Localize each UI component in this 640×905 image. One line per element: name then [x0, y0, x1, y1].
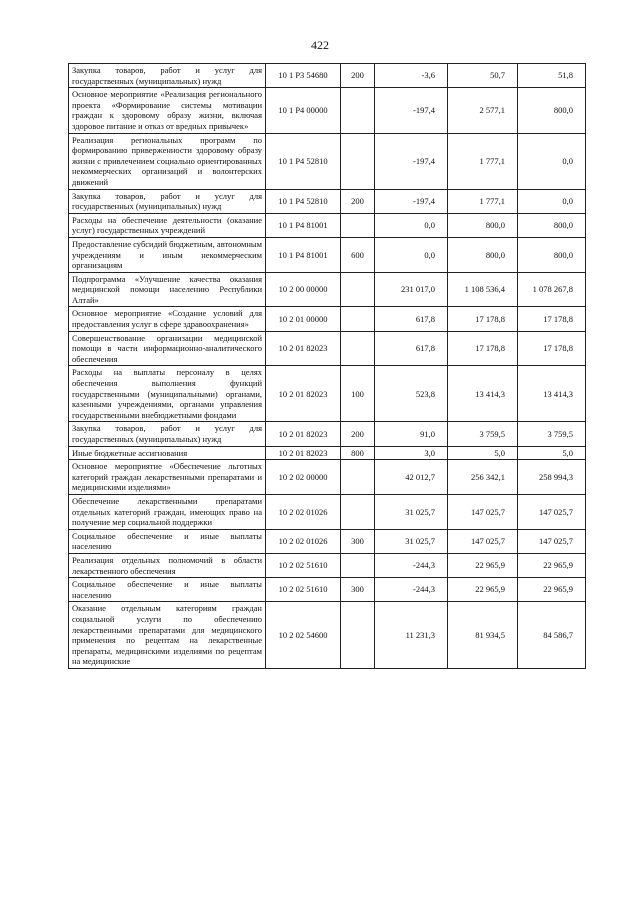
row-expense-type-cell: 100: [341, 366, 375, 422]
row-value-2-cell: 3 759,5: [448, 422, 518, 446]
row-value-1-cell: 523,8: [375, 366, 448, 422]
row-code-cell: 10 2 02 54600: [266, 602, 341, 669]
row-value-3-cell: 800,0: [518, 88, 586, 133]
table-row: [69, 237, 586, 272]
row-expense-type-cell: 800: [341, 446, 375, 460]
row-value-1-cell: 617,8: [375, 307, 448, 331]
row-value-1-cell: -197,4: [375, 88, 448, 133]
budget-table-body: [69, 64, 586, 669]
page-number: 422: [311, 38, 329, 52]
row-value-2-cell: 147 025,7: [448, 529, 518, 553]
row-value-3-cell: 147 025,7: [518, 494, 586, 529]
row-value-1-cell: -244,3: [375, 578, 448, 602]
row-code-cell: 10 2 01 82023: [266, 446, 341, 460]
row-value-3-cell: 258 994,3: [518, 460, 586, 495]
row-expense-type-cell: [341, 88, 375, 133]
row-code-cell: 10 1 P4 52810: [266, 189, 341, 213]
row-value-1-cell: -197,4: [375, 133, 448, 189]
table-row: [69, 578, 586, 602]
row-value-3-cell: 17 178,8: [518, 331, 586, 366]
row-name-cell: Социальное обеспечение и иные выплаты населению: [69, 578, 266, 602]
row-code-cell: 10 2 00 00000: [266, 272, 341, 307]
row-value-2-cell: 22 965,9: [448, 578, 518, 602]
row-value-3-cell: 1 078 267,8: [518, 272, 586, 307]
row-value-3-cell: 84 586,7: [518, 602, 586, 669]
row-value-3-cell: 800,0: [518, 237, 586, 272]
row-code-cell: 10 1 P4 52810: [266, 133, 341, 189]
row-value-1-cell: 3,0: [375, 446, 448, 460]
row-value-2-cell: 17 178,8: [448, 307, 518, 331]
row-value-1-cell: 31 025,7: [375, 529, 448, 553]
row-name-cell: Реализация отдельных полномочий в области лекарственного обеспечения: [69, 553, 266, 577]
row-value-2-cell: 2 577,1: [448, 88, 518, 133]
row-value-2-cell: 1 777,1: [448, 133, 518, 189]
table-row: [69, 189, 586, 213]
row-expense-type-cell: 200: [341, 422, 375, 446]
row-code-cell: 10 2 02 51610: [266, 553, 341, 577]
row-code-cell: 10 1 P4 00000: [266, 88, 341, 133]
row-name-cell: Социальное обеспечение и иные выплаты населению: [69, 529, 266, 553]
row-name-cell: Подпрограмма «Улучшение качества оказания медицинской помощи населению Республики Алтай»: [69, 272, 266, 307]
row-name-cell: Закупка товаров, работ и услуг для государственных (муниципальных) нужд: [69, 64, 266, 88]
row-value-1-cell: 231 017,0: [375, 272, 448, 307]
row-value-2-cell: 81 934,5: [448, 602, 518, 669]
row-value-2-cell: 22 965,9: [448, 553, 518, 577]
row-name-cell: Расходы на выплаты персоналу в целях обеспечения выполнения функций государственными (муниципальными) органами, казенными учреждениями, органами управления государственными внебюджетными фондами: [69, 366, 266, 422]
row-expense-type-cell: [341, 272, 375, 307]
row-value-3-cell: 147 025,7: [518, 529, 586, 553]
row-value-2-cell: 1 777,1: [448, 189, 518, 213]
row-value-2-cell: 147 025,7: [448, 494, 518, 529]
row-expense-type-cell: 300: [341, 578, 375, 602]
row-value-1-cell: 0,0: [375, 237, 448, 272]
table-row: [69, 272, 586, 307]
row-value-1-cell: 42 012,7: [375, 460, 448, 495]
row-expense-type-cell: 300: [341, 529, 375, 553]
row-value-3-cell: 0,0: [518, 189, 586, 213]
row-value-3-cell: 22 965,9: [518, 553, 586, 577]
row-value-2-cell: 800,0: [448, 237, 518, 272]
row-value-2-cell: 800,0: [448, 213, 518, 237]
table-row: [69, 88, 586, 133]
row-name-cell: Расходы на обеспечение деятельности (оказание услуг) государственных учреждений: [69, 213, 266, 237]
row-code-cell: 10 2 01 82023: [266, 331, 341, 366]
row-expense-type-cell: 200: [341, 189, 375, 213]
table-row: [69, 307, 586, 331]
row-value-3-cell: 5,0: [518, 446, 586, 460]
row-value-2-cell: 13 414,3: [448, 366, 518, 422]
row-expense-type-cell: [341, 460, 375, 495]
table-row: [69, 494, 586, 529]
row-code-cell: 10 2 02 00000: [266, 460, 341, 495]
row-code-cell: 10 2 01 82023: [266, 422, 341, 446]
table-row: [69, 64, 586, 88]
row-expense-type-cell: [341, 133, 375, 189]
row-name-cell: Основное мероприятие «Реализация регионального проекта «Формирование системы мотивации граждан к здоровому образу жизни, включая здоровое питание и отказ от вредных привычек»: [69, 88, 266, 133]
row-expense-type-cell: [341, 602, 375, 669]
row-value-3-cell: 17 178,8: [518, 307, 586, 331]
row-value-3-cell: 13 414,3: [518, 366, 586, 422]
table-row: [69, 460, 586, 495]
row-name-cell: Обеспечение лекарственными препаратами отдельных категорий граждан, имеющих право на получение мер социальной поддержки: [69, 494, 266, 529]
row-value-1-cell: 31 025,7: [375, 494, 448, 529]
table-row: [69, 446, 586, 460]
row-name-cell: Оказание отдельным категориям граждан социальной услуги по обеспечению лекарственными препаратами для медицинского применения по рецептам на лекарственные препараты, медицинскими изделиями по рецептам на медицинские: [69, 602, 266, 669]
row-expense-type-cell: [341, 307, 375, 331]
row-expense-type-cell: [341, 331, 375, 366]
row-value-2-cell: 256 342,1: [448, 460, 518, 495]
budget-table: [68, 63, 586, 669]
row-value-2-cell: 50,7: [448, 64, 518, 88]
row-value-2-cell: 5,0: [448, 446, 518, 460]
row-name-cell: Основное мероприятие «Обеспечение льготных категорий граждан лекарственными препаратами и медицинскими изделиями»: [69, 460, 266, 495]
row-name-cell: Закупка товаров, работ и услуг для государственных (муниципальных) нужд: [69, 422, 266, 446]
row-name-cell: Закупка товаров, работ и услуг для государственных (муниципальных) нужд: [69, 189, 266, 213]
row-name-cell: Основное мероприятие «Создание условий для предоставления услуг в сфере здравоохранения»: [69, 307, 266, 331]
row-value-1-cell: -3,6: [375, 64, 448, 88]
row-value-1-cell: 0,0: [375, 213, 448, 237]
row-name-cell: Иные бюджетные ассигнования: [69, 446, 266, 460]
table-row: [69, 553, 586, 577]
row-value-1-cell: 11 231,3: [375, 602, 448, 669]
row-value-2-cell: 17 178,8: [448, 331, 518, 366]
row-value-1-cell: 91,0: [375, 422, 448, 446]
row-value-3-cell: 3 759,5: [518, 422, 586, 446]
row-value-1-cell: -244,3: [375, 553, 448, 577]
row-value-1-cell: 617,8: [375, 331, 448, 366]
row-code-cell: 10 2 02 01026: [266, 494, 341, 529]
row-value-1-cell: -197,4: [375, 189, 448, 213]
row-value-3-cell: 22 965,9: [518, 578, 586, 602]
row-name-cell: Предоставление субсидий бюджетным, автономным учреждениям и иным некоммерческим организациям: [69, 237, 266, 272]
row-code-cell: 10 2 01 82023: [266, 366, 341, 422]
row-code-cell: 10 1 P4 81001: [266, 213, 341, 237]
row-name-cell: Совершенствование организации медицинской помощи в части информационно-аналитического обеспечения: [69, 331, 266, 366]
row-expense-type-cell: [341, 213, 375, 237]
table-row: [69, 133, 586, 189]
row-code-cell: 10 2 02 51610: [266, 578, 341, 602]
row-code-cell: 10 1 P4 81001: [266, 237, 341, 272]
row-expense-type-cell: 200: [341, 64, 375, 88]
row-value-3-cell: 800,0: [518, 213, 586, 237]
row-code-cell: 10 1 P3 54680: [266, 64, 341, 88]
table-row: [69, 213, 586, 237]
row-expense-type-cell: 600: [341, 237, 375, 272]
row-value-3-cell: 51,8: [518, 64, 586, 88]
row-value-3-cell: 0,0: [518, 133, 586, 189]
row-code-cell: 10 2 01 00000: [266, 307, 341, 331]
table-row: [69, 331, 586, 366]
table-row: [69, 366, 586, 422]
table-row: [69, 422, 586, 446]
row-value-2-cell: 1 108 536,4: [448, 272, 518, 307]
table-row: [69, 529, 586, 553]
row-code-cell: 10 2 02 01026: [266, 529, 341, 553]
row-name-cell: Реализация региональных программ по формированию приверженности здоровому образу жизни с привлечением социально ориентированных некоммерческих организаций и волонтерских движений: [69, 133, 266, 189]
row-expense-type-cell: [341, 494, 375, 529]
table-row: [69, 602, 586, 669]
row-expense-type-cell: [341, 553, 375, 577]
